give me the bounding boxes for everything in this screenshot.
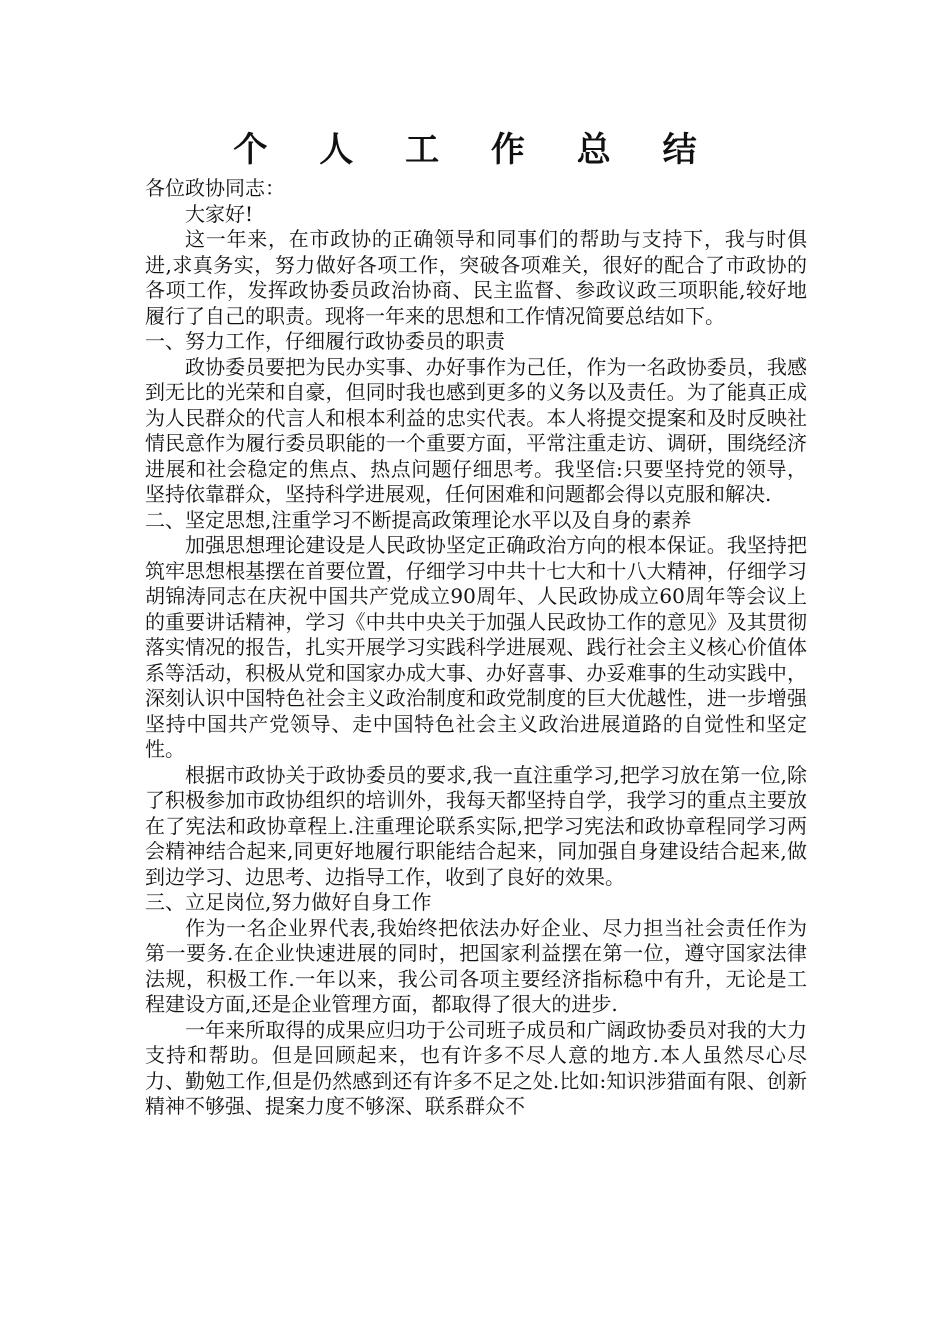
section-3-paragraph-1: 作为一名企业界代表,我始终把依法办好企业、尽力担当社会责任作为第一要务.在企业快速进展的同时，把国家利益摆在第一位，遵守国家法律法规，积极工作.一年以来，我公司各项主要经济指标稳中有升，无论是工程建设方面,还是企业管理方面，都取得了很大的进步.	[145, 915, 807, 1016]
section-3-paragraph-2: 一年来所取得的成果应归功于公司班子成员和广阔政协委员对我的大力支持和帮助。但是回顾起来，也有许多不尽人意的地方.本人虽然尽心尽力、勤勉工作,但是仍然感到还有许多不足之处.比如:知识涉猎面有限、创新精神不够强、提案力度不够深、联系群众不	[145, 1017, 807, 1118]
section-heading-1: 一、努力工作，仔细履行政协委员的职责	[145, 329, 505, 353]
intro-paragraph: 这一年来，在市政协的正确领导和同事们的帮助与支持下，我与时俱进,求真务实，努力做好各项工作，突破各项难关，很好的配合了市政协的各项工作，发挥政协委员政治协商、民主监督、参政议政三项职能,较好地履行了自己的职责。现将一年来的思想和工作情况简要总结如下。	[145, 227, 807, 328]
section-2-paragraph-2: 根据市政协关于政协委员的要求,我一直注重学习,把学习放在第一位,除了积极参加市政协组织的培训外，我每天都坚持自学，我学习的重点主要放在了宪法和政协章程上.注重理论联系实际,把学习宪法和政协章程同学习两会精神结合起来,同更好地履行职能结合起来，同加强自身建设结合起来,做到边学习、边思考、边指导工作，收到了良好的效果。	[145, 762, 807, 889]
document-body	[145, 176, 807, 1120]
section-heading-2: 二、坚定思想,注重学习不断提高政策理论水平以及自身的素养	[145, 507, 692, 532]
document-title: 个 人 工 作 总 结	[233, 130, 717, 170]
section-heading-3: 三、立足岗位,努力做好自身工作	[145, 890, 432, 914]
salutation: 各位政协同志：	[145, 176, 285, 200]
greeting: 大家好!	[185, 201, 254, 226]
section-2-paragraph-1: 加强思想理论建设是人民政协坚定正确政治方向的根本保证。我坚持把筑牢思想根基摆在首要位置，仔细学习中共十七大和十八大精神，仔细学习胡锦涛同志在庆祝中国共产党成立90周年、人民政协成立60周年等会议上的重要讲话精神，学习《中共中央关于加强人民政协工作的意见》及其贯彻落实情况的报告，扎实开展学习实践科学进展观、践行社会主义核心价值体系等活动，积极从党和国家办成大事、办好喜事、办妥难事的生动实践中，深刻认识中国特色社会主义政治制度和政党制度的巨大优越性，进一步增强坚持中国共产党领导、走中国特色社会主义政治进展道路的自觉性和坚定性。	[145, 533, 807, 761]
section-1-paragraph-1: 政协委员要把为民办实事、办好事作为己任，作为一名政协委员，我感到无比的光荣和自豪，但同时我也感到更多的义务以及责任。为了能真正成为人民群众的代言人和根本利益的忠实代表。本人将提交提案和及时反映社情民意作为履行委员职能的一个重要方面，平常注重走访、调研，围绕经济进展和社会稳定的焦点、热点问题仔细思考。我坚信:只要坚持党的领导，坚持依靠群众，坚持科学进展观，任何困难和问题都会得以克服和解决.	[145, 354, 807, 506]
